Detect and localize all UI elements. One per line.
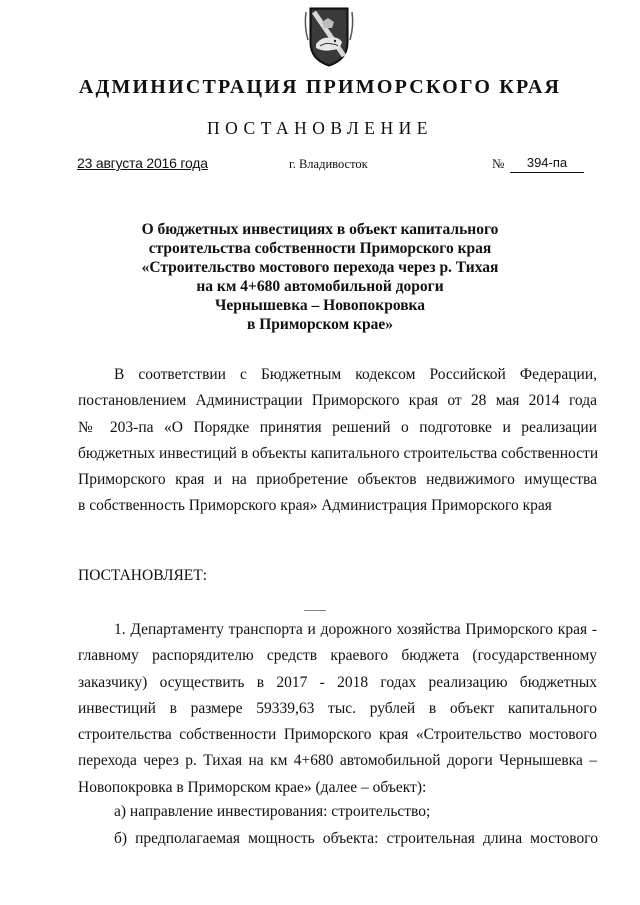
title-line: Чернышевка – Новопокровка [214, 297, 426, 314]
item-1-paragraph [78, 617, 597, 801]
preamble-line: в собственность Приморского края» Администрация Приморского края [78, 497, 552, 515]
preamble-paragraph [78, 362, 597, 520]
title-line: строительства собственности Приморского края [148, 240, 492, 257]
coat-of-arms-emblem [302, 6, 356, 68]
item-1-line: Новопокровка в Приморском крае» (далее – объект): [78, 778, 427, 796]
title-line: «Строительство мостового перехода через р. Тихая [141, 259, 499, 276]
preamble-line: № 203-па «О Порядке принятия решений о подготовке и реализации [78, 418, 597, 436]
separator-mark [304, 610, 326, 611]
item-1-line: инвестиций в размере 59339,63 тыс. рублей в объект капитального [78, 699, 597, 717]
item-1-line: заказчику) осуществить в 2017 - 2018 годах реализацию бюджетных [78, 673, 597, 691]
item-1-line: строительства собственности Приморского края «Строительство мостового [78, 726, 597, 744]
item-a: а) направление инвестирования: строительство; [114, 803, 431, 820]
title-line: в Приморском крае» [246, 316, 393, 333]
document-meta-row [0, 155, 640, 179]
item-1-line: главному распорядителю средств краевого бюджета (государственному [78, 647, 597, 665]
document-title [110, 220, 530, 334]
preamble-line: бюджетных инвестиций в объекты капитального строительства собственности [78, 444, 599, 462]
document-city: г. Владивосток [289, 157, 368, 171]
title-line: на км 4+680 автомобильной дороги [196, 278, 444, 295]
decree-word: ПОСТАНОВЛЯЕТ: [78, 567, 208, 584]
item-1-line: перехода через р. Тихая на км 4+680 автомобильной дороги Чернышевка – [78, 752, 597, 770]
preamble-line: постановлением Администрации Приморского края от 28 мая 2014 года [78, 392, 597, 410]
title-line: О бюджетных инвестициях в объект капитального [141, 221, 499, 238]
item-b: б) предполагаемая мощность объекта: строительная длина мостового [114, 830, 598, 847]
organization-name: АДМИНИСТРАЦИЯ ПРИМОРСКОГО КРАЯ [78, 76, 562, 98]
document-type: ПОСТАНОВЛЕНИЕ [207, 118, 433, 138]
document-number-label: № [492, 156, 505, 171]
preamble-line: В соответствии с Бюджетным кодексом Российской Федерации, [114, 366, 597, 383]
preamble-line: Приморского края и на приобретение объектов недвижимого имущества [78, 471, 597, 489]
document-date: 23 августа 2016 года [77, 155, 208, 171]
item-1-line: 1. Департаменту транспорта и дорожного хозяйства Приморского края - [114, 621, 597, 638]
document-number: 394-па [510, 154, 584, 173]
